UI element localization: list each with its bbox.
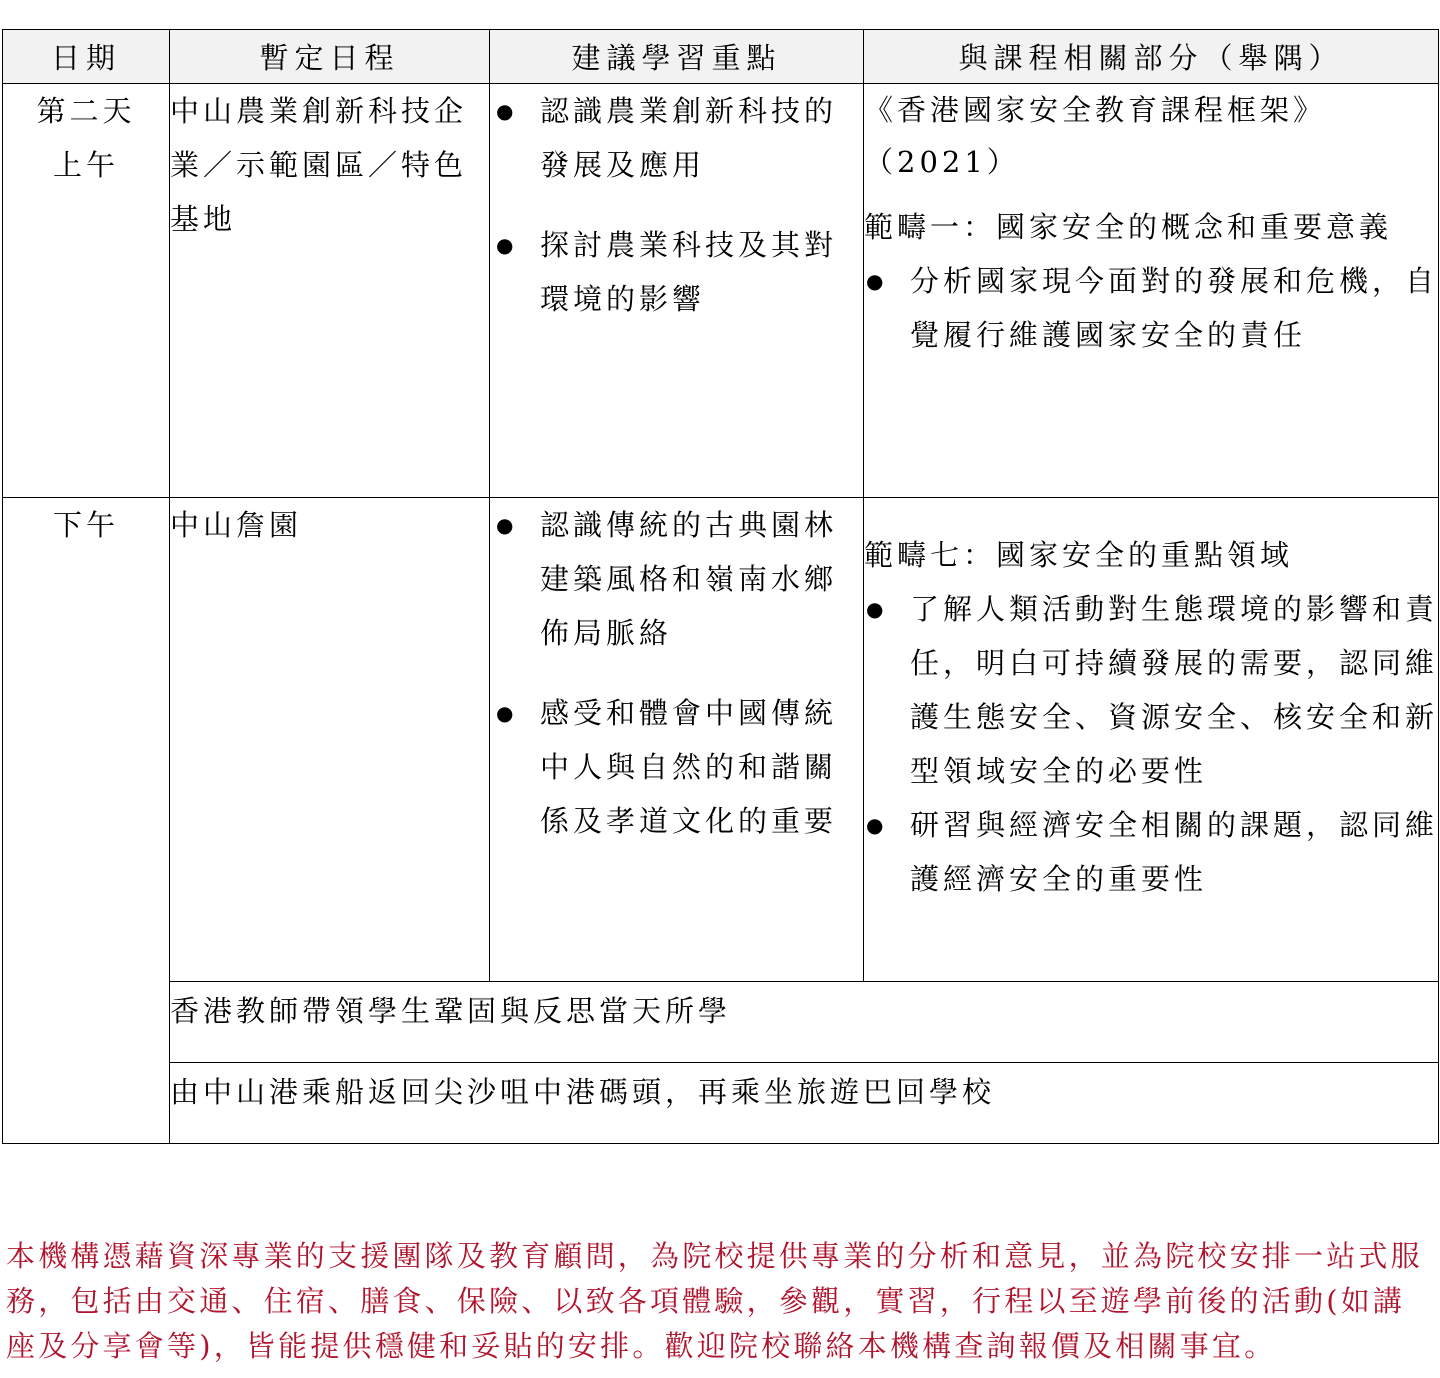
table-row <box>3 84 1439 498</box>
day-label: 第二天 <box>36 94 136 128</box>
point-text: 認識農業創新科技的發展及應用 <box>540 94 838 182</box>
day-cell <box>3 84 170 498</box>
framework-title: 《香港國家安全教育課程框架》（2021） <box>864 93 1327 179</box>
activity-cell <box>170 982 1439 1063</box>
reference-text: 了解人類活動對生態環境的影響和責任，明白可持續發展的需要，認同維護生態安全、資源安全、核安全和新型領域安全的必要性 <box>910 592 1439 788</box>
service-note: 本機構憑藉資深專業的支援團隊及教育顧問，為院校提供專業的分析和意見，並為院校安排一站式服務，包括由交通、住宿、膳食、保險、以致各項體驗，參觀，實習，行程以至遊學前後的活動(如講座及分享會等)，皆能提供穩健和妥貼的安排。歡迎院校聯絡本機構查詢報價及相關事宜。 <box>6 1239 1423 1363</box>
point-text: 探討農業科技及其對環境的影響 <box>540 228 838 316</box>
time-label: 上午 <box>52 148 119 182</box>
domain-heading: 範疇一：國家安全的概念和重要意義 <box>864 210 1393 244</box>
point-text: 認識傳統的古典園林建築風格和嶺南水鄉佈局脈絡 <box>540 508 838 650</box>
list-item <box>864 798 1438 906</box>
bullet-icon: ● <box>866 597 888 621</box>
learning-points-list <box>490 498 863 848</box>
schedule-cell <box>170 84 490 498</box>
list-item <box>864 582 1438 798</box>
point-text: 感受和體會中國傳統中人與自然的和諧關係及孝道文化的重要 <box>540 696 838 838</box>
curriculum-reference-cell <box>864 498 1439 982</box>
header-curriculum-reference: 與課程相關部分（舉隅） <box>864 30 1439 84</box>
day-cell <box>3 498 170 1144</box>
bullet-icon: ● <box>496 513 518 537</box>
curriculum-reference-cell <box>864 84 1439 498</box>
bullet-icon: ● <box>496 99 518 123</box>
list-item <box>490 498 863 660</box>
domain-heading: 範疇七：國家安全的重點領域 <box>864 538 1294 572</box>
table-row <box>3 982 1439 1063</box>
itinerary-table <box>2 29 1439 1144</box>
activity-text: 香港教師帶領學生鞏固與反思當天所學 <box>170 994 732 1028</box>
learning-points-cell <box>490 84 864 498</box>
header-learning-points: 建議學習重點 <box>490 30 864 84</box>
header-date: 日期 <box>3 30 170 84</box>
learning-points-cell <box>490 498 864 982</box>
schedule-text: 中山詹園 <box>170 508 303 542</box>
schedule-text: 中山農業創新科技企業／示範園區／特色基地 <box>170 94 468 236</box>
bullet-icon: ● <box>496 701 518 725</box>
activity-text: 由中山港乘船返回尖沙咀中港碼頭，再乘坐旅遊巴回學校 <box>170 1075 996 1109</box>
table-row <box>3 1063 1439 1144</box>
header-schedule: 暫定日程 <box>170 30 490 84</box>
reference-points-list <box>864 254 1438 362</box>
list-item <box>490 218 863 326</box>
reference-text: 分析國家現今面對的發展和危機，自覺履行維護國家安全的責任 <box>910 264 1439 352</box>
list-item <box>490 686 863 848</box>
list-item <box>864 254 1438 362</box>
time-label: 下午 <box>52 508 119 542</box>
schedule-cell <box>170 498 490 982</box>
header-row <box>3 30 1439 84</box>
list-item <box>490 84 863 192</box>
learning-points-list <box>490 84 863 326</box>
bullet-icon: ● <box>866 269 888 293</box>
bullet-icon: ● <box>866 813 888 837</box>
reference-points-list <box>864 582 1438 906</box>
bullet-icon: ● <box>496 233 518 257</box>
table-row <box>3 498 1439 982</box>
reference-text: 研習與經濟安全相關的課題，認同維護經濟安全的重要性 <box>910 808 1439 896</box>
activity-cell <box>170 1063 1439 1144</box>
